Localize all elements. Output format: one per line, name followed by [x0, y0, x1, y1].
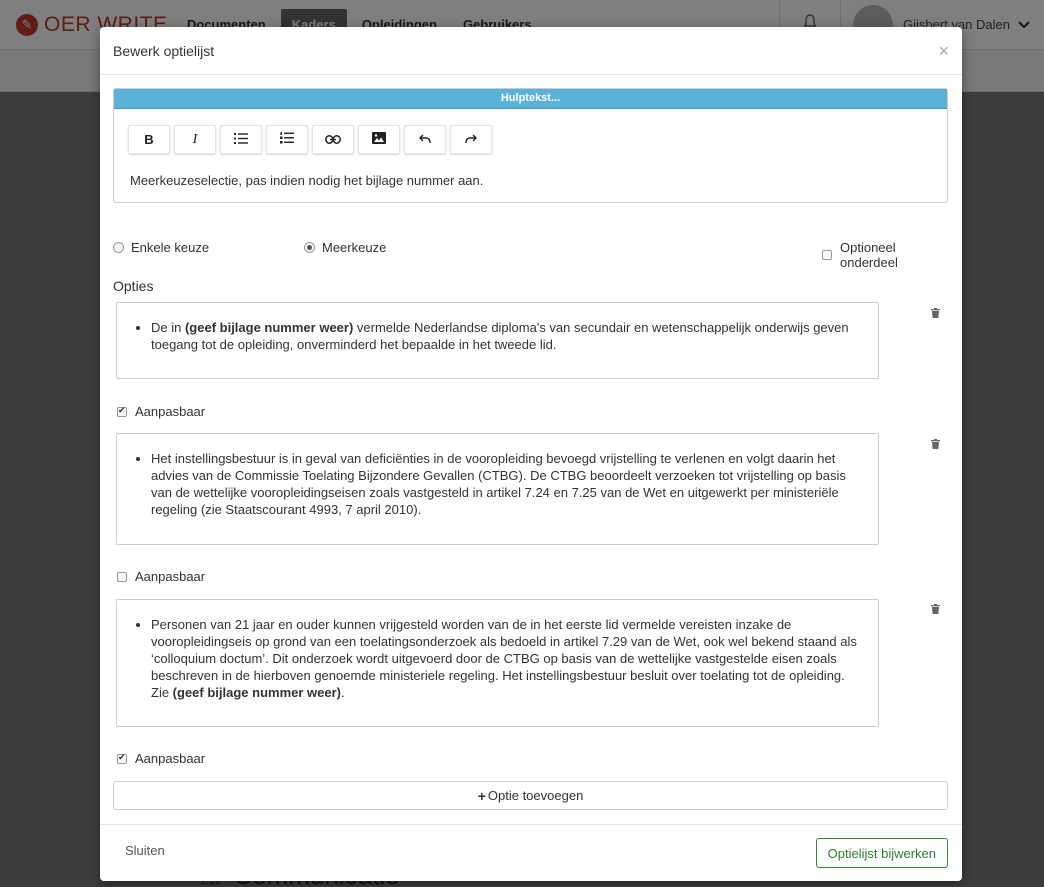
numbered-list-button[interactable]: [266, 125, 308, 154]
option-editor-2[interactable]: [116, 433, 879, 545]
optional-label: Optioneel onderdeel: [840, 240, 898, 270]
bold-button[interactable]: [128, 125, 170, 154]
help-text-content[interactable]: Meerkeuzeselectie, pas indien nodig het bijlage nummer aan.: [130, 173, 484, 188]
option-1-text: • De in (geef bijlage nummer weer) vermelde Nederlandse diploma's van secundair en wetenschappelijk onderwijs geven toegang tot de opleiding, onverminderd het bepaalde in het tweede lid.: [151, 319, 858, 353]
option-editor-3[interactable]: [116, 599, 879, 727]
optional-section-checkbox[interactable]: [822, 240, 948, 270]
undo-icon: [419, 132, 431, 147]
option-3-adjustable-label: Aanpasbaar: [135, 751, 206, 766]
italic-icon: I: [192, 131, 198, 147]
modal-header: [100, 27, 962, 75]
option-2-adjustable-label: Aanpasbaar: [135, 569, 206, 584]
option-2-text: • Het instellingsbestuur is in geval van deficiënties in de vooropleiding bevoegd vrijstelling te verlenen en volgt daarin het advies van de Commissie Toelating Bijzondere Gevallen (CTBG). De CTBG beoordeelt verzoeken tot vrijstelling op basis van de wettelijke vooropleidingseisen zoals vastgesteld in artikel 7.24 en 7.25 van de Wet en uitgewerkt per ministeriële regeling (zie Staatscourant 4993, 7 april 2010).: [151, 450, 858, 518]
option-2-adjustable-checkbox[interactable]: [117, 572, 127, 582]
bold-icon: B: [144, 132, 154, 147]
link-button[interactable]: [312, 125, 354, 154]
option-2-adjustable[interactable]: [117, 569, 205, 584]
editor-toolbar: [128, 125, 496, 154]
help-text-editor: [113, 88, 948, 203]
undo-button[interactable]: [404, 125, 446, 154]
redo-icon: [465, 132, 477, 147]
option-3-text: • Personen van 21 jaar en ouder kunnen vrijgesteld worden van de in het eerste lid vermelde vereisten inzake de vooropleidingseis op grond van een toelatingsonderzoek als bedoeld in artikel 7.29 van de Wet, ook wel bekend staand als ‘colloquium doctum’. Dit onderzoek wordt uitgevoerd door de CTBG op basis van de wettelijke vastgestelde eisen zoals beschreven in de hierboven genoemde ministeriele regeling. Het instellingsbestuur besluit over toelating tot de opleiding. Zie (geef bijlage nummer weer).: [151, 616, 858, 701]
bullet-list-icon: [234, 132, 248, 147]
radio-single-choice[interactable]: [113, 240, 209, 255]
radio-multi-circle[interactable]: [304, 242, 315, 253]
trash-icon[interactable]: [931, 439, 940, 449]
modal-title: Bewerk optielijst: [113, 42, 215, 59]
radio-single-label: Enkele keuze: [131, 240, 210, 255]
edit-option-list-modal: [100, 27, 962, 881]
image-button[interactable]: [358, 125, 400, 154]
add-option-label: Optie toevoegen: [487, 788, 584, 803]
radio-multi-label: Meerkeuze: [322, 240, 387, 255]
close-button[interactable]: Sluiten: [125, 843, 165, 858]
option-1-adjustable-checkbox[interactable]: [117, 407, 127, 417]
image-icon: [372, 132, 386, 147]
add-option-button[interactable]: [113, 781, 948, 810]
option-1-adjustable-label: Aanpasbaar: [135, 404, 206, 419]
bullet-list-button[interactable]: [220, 125, 262, 154]
link-icon: [325, 132, 341, 147]
redo-button[interactable]: [450, 125, 492, 154]
italic-button[interactable]: [174, 125, 216, 154]
radio-single-circle[interactable]: [113, 242, 124, 253]
option-editor-1[interactable]: [116, 302, 879, 379]
options-heading: Opties: [113, 278, 154, 294]
trash-icon[interactable]: [931, 308, 940, 318]
trash-icon[interactable]: [931, 604, 940, 614]
radio-multi-choice[interactable]: [304, 240, 386, 255]
modal-body: [113, 88, 948, 804]
option-3-adjustable[interactable]: [117, 751, 205, 766]
update-option-list-button[interactable]: Optielijst bijwerken: [816, 838, 948, 868]
choice-type-row: [113, 240, 948, 270]
help-text-toggle[interactable]: Hulptekst...: [114, 89, 947, 109]
numbered-list-icon: [280, 132, 294, 147]
plus-icon: +: [477, 787, 486, 804]
optional-checkbox[interactable]: [822, 250, 832, 260]
modal-footer: [100, 824, 962, 881]
close-icon[interactable]: ×: [938, 40, 949, 61]
option-1-adjustable[interactable]: [117, 404, 205, 419]
option-3-adjustable-checkbox[interactable]: [117, 754, 127, 764]
